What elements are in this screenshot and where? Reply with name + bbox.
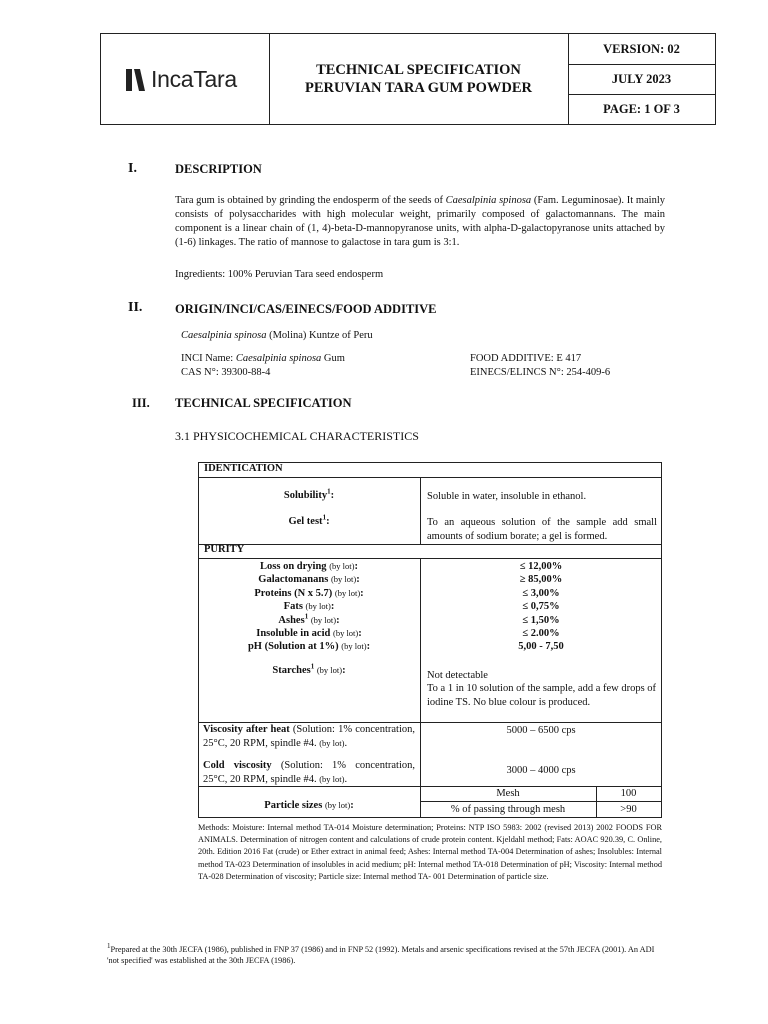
purity-row-label: Insoluble in acid (by lot): [256, 628, 362, 640]
purity-row-label: Galactomanans (by lot): [258, 574, 360, 586]
incatara-logo-icon [123, 67, 147, 93]
purity-row-label: Ashes$^1$ (by lot): [278, 612, 340, 626]
purity-row-label: pH (Solution at 1%) (by lot): [247, 641, 371, 653]
purity-row-value: ≤ 2.00% [522, 628, 560, 640]
solubility-label: Solubility$^1$: [283, 487, 335, 501]
cold-viscosity-label: Cold viscosity (Solution: 1% concentration, 25°C, 20 RPM, spindle #4. (by lot). [203, 760, 415, 785]
date-label: JULY 2023 [568, 64, 715, 95]
section-2-title: ORIGIN/INCI/CAS/EINECS/FOOD ADDITIVE [175, 302, 437, 316]
ingredients-line: Ingredients: 100% Peruvian Tara seed endosperm [175, 269, 384, 280]
starches-test: To a 1 in 10 solution of the sample, add a few drops of iodine TS. No blue colour is produced. [427, 683, 657, 708]
origin-line: Caesalpinia spinosa (Molina) Kuntze of Peru [181, 330, 373, 341]
document-header [100, 33, 716, 125]
description-paragraph: Tara gum is obtained by grinding the endosperm of the seeds of Caesalpinia spinosa (Fam. Leguminosae). It mainly consists of polysaccharides with high molecular weight, primarily composed of galactomannans. The main component is a linear chain of (1, 4)-beta-D-mannopyranose units, with alpha-D-galactopyranose units attached by (1-6) linkages. The ratio of mannose to galactose in tara gum is 3:1. [175, 195, 665, 248]
particle-size-label: Particle sizes (by lot): [264, 800, 354, 811]
version-label: VERSION: 02 [568, 34, 715, 65]
solubility-value: Soluble in water, insoluble in ethanol. [427, 491, 587, 502]
starches-value: Not detectable [427, 670, 488, 681]
section-3-number: III. [132, 396, 150, 410]
identification-header: IDENTICATION [204, 463, 283, 474]
subsection-title: 3.1 PHYSICOCHEMICAL CHARACTERISTICS [175, 429, 419, 443]
section-1-number: I. [128, 161, 137, 176]
inci-name: INCI Name: Caesalpinia spinosa Gum [181, 353, 345, 364]
purity-header: PURITY [204, 544, 245, 555]
logo-text: IncaTara [151, 66, 237, 92]
doc-subtitle: PERUVIAN TARA GUM POWDER [304, 80, 533, 96]
passing-label: % of passing through mesh [450, 804, 566, 815]
food-additive: FOOD ADDITIVE: E 417 [470, 353, 582, 364]
methods-note: Methods: Moisture: Internal method TA-014 Moisture determination; Proteins: NTP ISO 5983: 2002 (revised 2013) 2002 FOODS FOR ANIMALS. Determination of nitrogen content and calculations of crude protein content. Kjeldahl method; Fats: AOAC 920.39, C. Online, 20th. Edition 2016 Fat (crude) or Ether extract in animal feed; Ashes: Internal method TA-004 Determination of ashes; Insolubles: Internal method TA-023 Determination of insolubles in acid medium; pH: Internal method TA-018 Determination of pH; Viscosity: Internal method TA-028 Determination of viscosity; Particle size: Internal method TA- 001 Determination of particle size. [198, 823, 662, 881]
page-label: PAGE: 1 OF 3 [603, 102, 680, 116]
section-2-number: II. [128, 300, 143, 315]
gel-test-label: Gel test$^1$: [288, 513, 330, 527]
viscosity-heat-value: 5000 – 6500 cps [506, 725, 576, 736]
purity-row-value: ≥ 85,00% [519, 574, 563, 586]
logo-cell [101, 34, 270, 124]
purity-row-value: ≤ 0,75% [522, 601, 560, 613]
passing-value: >90 [620, 804, 637, 815]
einecs-number: EINECS/ELINCS N°: 254-409-6 [470, 367, 611, 378]
purity-row-value: ≤ 12,00% [519, 561, 563, 572]
mesh-label: Mesh [496, 788, 520, 799]
purity-row-value: 5,00 - 7,50 [518, 641, 564, 653]
purity-row-label: Fats (by lot): [283, 601, 335, 613]
footnote: $^1$Prepared at the 30th JECFA (1986), published in FNP 37 (1986) and in FNP 52 (1992). Metals and arsenic specifications revised at the 57th JECFA (2001). An ADI 'not specified' was established at the 30th JECFA (1986). [107, 942, 655, 965]
purity-row-label: Proteins (N x 5.7) (by lot): [254, 587, 364, 599]
purity-row-value: ≤ 3,00% [522, 587, 560, 599]
purity-values [420, 560, 662, 654]
section-3-title: TECHNICAL SPECIFICATION [175, 396, 352, 410]
viscosity-heat-label: Viscosity after heat (Solution: 1% concentration, 25°C, 20 RPM, spindle #4. (by lot). [203, 724, 415, 749]
purity-row-value: ≤ 1,50% [522, 614, 560, 626]
mesh-value: 100 [620, 788, 637, 799]
section-1-title: DESCRIPTION [175, 162, 262, 176]
cold-viscosity-value: 3000 – 4000 cps [506, 765, 576, 776]
starches-label: Starches$^1$ (by lot): [272, 662, 346, 676]
gel-test-value: To an aqueous solution of the sample add small amounts of sodium borate; a gel is formed. [427, 517, 657, 542]
cas-number: CAS N°: 39300-88-4 [181, 367, 271, 378]
doc-title: TECHNICAL SPECIFICATION [316, 62, 521, 78]
purity-row-label: Loss on drying (by lot): [260, 561, 358, 572]
title-cell [269, 34, 569, 124]
purity-labels [198, 560, 420, 654]
